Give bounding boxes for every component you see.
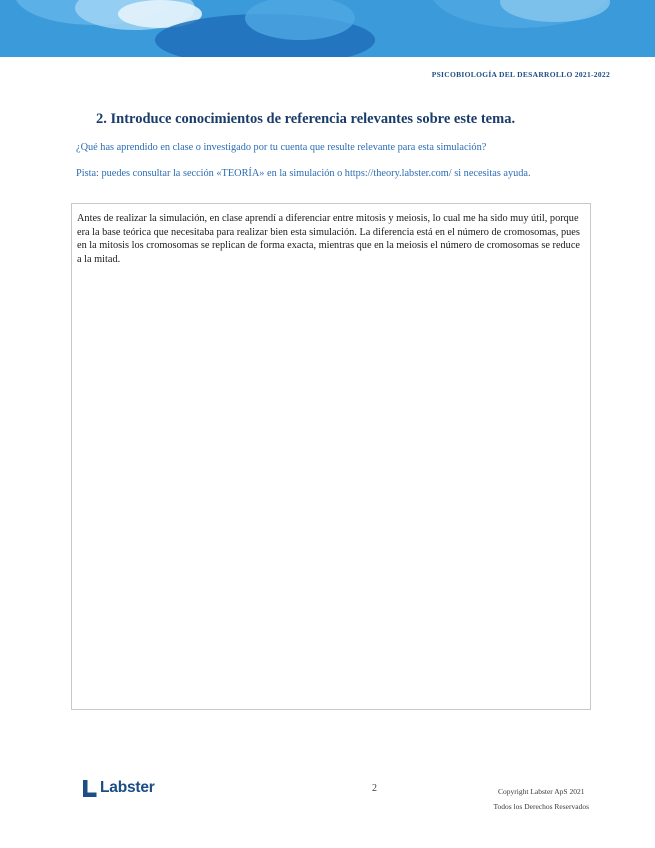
course-title: PSICOBIOLOGÍA DEL DESARROLLO 2021-2022 <box>431 70 610 79</box>
section-heading: 2. Introduce conocimientos de referencia relevantes sobre este tema. <box>96 111 516 127</box>
answer-text: Antes de realizar la simulación, en clase aprendí a diferenciar entre mitosis y meiosis, lo cual me ha sido muy útil, porque era la base teórica que necesitaba para realizar bien esta simulación. La diferencia está en el número de cromosomas, pues en la mitosis los cromosomas se replican de forma exacta, mientras que en la meiosis el número de cromosomas se reduce a la mitad. <box>77 213 580 265</box>
answer-box[interactable] <box>71 203 591 710</box>
header-decoration <box>0 0 655 57</box>
hint-text: Pista: puedes consultar la sección «TEORÍA» en la simulación o https://theory.labster.com/ si necesitas ayuda. <box>76 168 531 179</box>
logo-text: Labster <box>100 779 155 796</box>
rights-line: Todos los Derechos Reservados <box>493 802 589 811</box>
labster-logo <box>82 778 155 798</box>
header-banner <box>0 0 655 57</box>
labster-logo-icon <box>82 780 97 797</box>
page-number: 2 <box>372 783 377 794</box>
copyright <box>494 784 590 814</box>
copyright-line: Copyright Labster ApS 2021 <box>498 787 585 796</box>
question-prompt: ¿Qué has aprendido en clase o investigado por tu cuenta que resulte relevante para esta simulación? <box>76 142 487 153</box>
